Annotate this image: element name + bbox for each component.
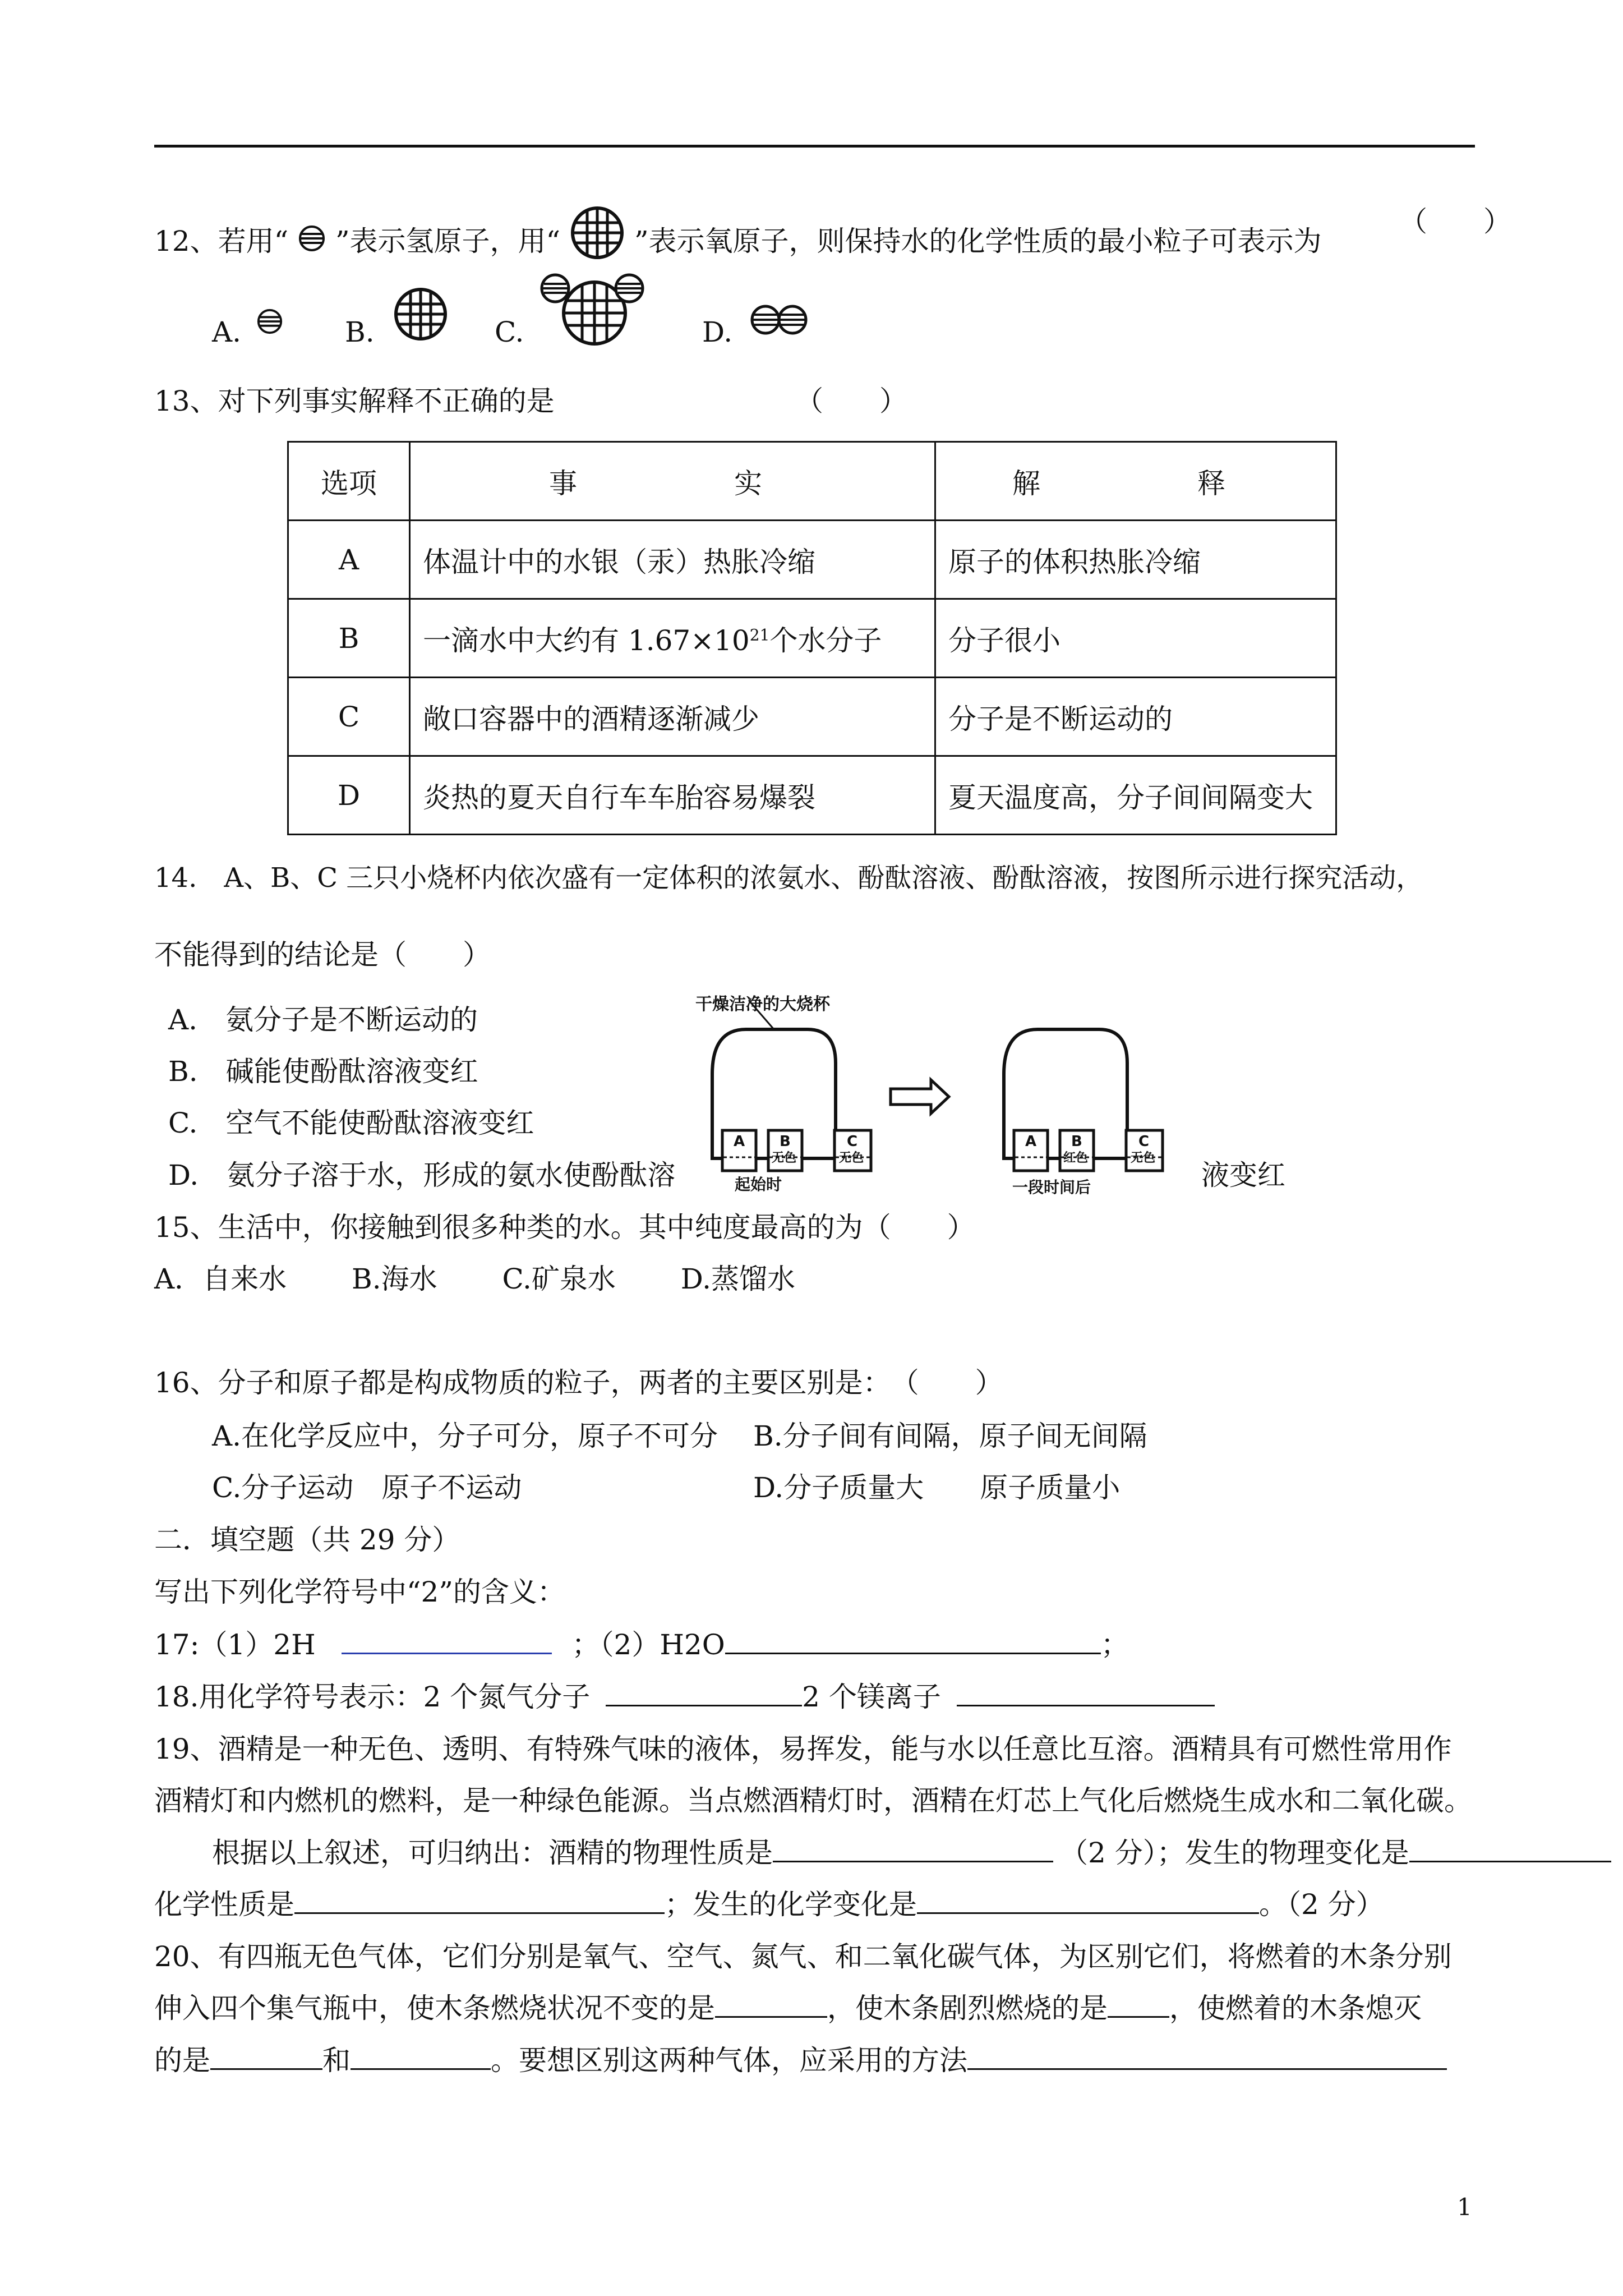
figure-beaker-b-colorless: 无色 [772,1151,797,1165]
figure-beaker-a-label: A [734,1133,745,1150]
q18-blank-1[interactable] [606,1699,802,1706]
q19-line3 [212,1836,1611,1870]
q14-stem: 14. A、B、C 三只小烧杯内依次盛有一定体积的浓氨水、酚酞溶液、酚酞溶液，按图所示进行探究活动， [154,862,1423,894]
table-row [288,599,1336,678]
figure-later-beaker-c-label: C [1138,1133,1150,1150]
q12-option-d-hydrogen-molecule-icon [749,303,810,337]
figure-later-caption: 一段时间后 [1012,1178,1091,1197]
q19-line4 [154,1888,1384,1921]
q19-line3-part1: 根据以上叙述，可归纳出：酒精的物理性质是 [212,1837,773,1869]
row-option: B [288,599,410,678]
q19-blank-physical-change[interactable] [1409,1855,1611,1862]
q19-line4-part3: 。（2 分） [1259,1888,1384,1921]
q19-line1: 19、酒精是一种无色、透明、有特殊气味的液体，易挥发，能与水以任意比互溶。酒精具有可燃性常用作 [154,1733,1452,1765]
q12-option-a-hydrogen-icon [256,307,284,335]
q20-line3-part3: 。要想区别这两种气体，应采用的方法 [491,2044,967,2077]
q16-option-b: B.分子间有间隔，原子间无间隔 [753,1420,1147,1452]
q12-stem-part3: ”表示氧原子，则保持水的化学性质的最小粒子可表示为 [634,225,1322,257]
q20-line2-part3: ，使燃着的木条熄灭 [1169,1992,1422,2024]
q19-blank-chemical-change[interactable] [917,1907,1259,1914]
q20-line3-part1: 的是 [154,2044,210,2077]
q18-part1: 18.用化学符号表示：2 个氮气分子 [154,1681,591,1713]
figure-later-beaker-b-red: 红色 [1063,1151,1089,1165]
row-fact [410,599,935,678]
row-fact-text: 一滴水中大约有 1.67×10 [423,624,750,657]
figure-beaker-c-label: C [847,1133,858,1150]
q19-blank-chemical-property[interactable] [294,1907,665,1914]
figure-later-beaker-b-label: B [1071,1133,1082,1150]
q20-blank-extinguish-1[interactable] [210,2063,322,2070]
section-intro: 写出下列化学符号中“2”的含义： [154,1576,565,1608]
q20-line2 [154,1991,1422,2025]
hydrogen-atom-icon [297,224,326,253]
q17-part3: ； [1100,1628,1129,1661]
q16-option-c: C.分子运动 原子不运动 [212,1471,522,1504]
q20-line3-part2: 和 [322,2044,351,2077]
q19-line4-part2: ；发生的化学变化是 [665,1888,917,1921]
q20-line3 [154,2044,1447,2077]
q19-line2: 酒精灯和内燃机的燃料，是一种绿色能源。当点燃酒精灯时，酒精在灯芯上气化后燃烧生成水和二氧化碳。 [154,1784,1472,1817]
page-number: 1 [1457,2193,1472,2221]
q20-line2-part2: ，使木条剧烈燃烧的是 [827,1992,1108,2024]
row-fact: 敞口容器中的酒精逐渐减少 [410,678,935,756]
q12-option-c-label: C. [495,316,524,348]
row-fact: 炎热的夏天自行车车胎容易爆裂 [410,756,935,835]
q19-line4-part1: 化学性质是 [154,1888,294,1921]
q17-part1: 17:（1）2H [154,1628,316,1661]
q13-facts-table [287,441,1337,835]
q14-option-d-tail: 液变红 [1201,1159,1285,1191]
table-row [288,521,1336,599]
header-option: 选项 [288,442,410,521]
q14-option-c: C. 空气不能使酚酞溶液变红 [168,1107,534,1139]
header-explanation: 解 释 [935,442,1336,521]
q20-blank-extinguish-2[interactable] [351,2063,491,2070]
figure-later-beaker-c-colorless: 无色 [1131,1151,1156,1165]
q12-stem-part1: 12、若用“ [154,225,289,257]
figure-beaker-b-label: B [780,1133,791,1150]
figure-start-caption: 起始时 [735,1175,782,1194]
q14-option-a: A. 氨分子是不断运动的 [168,1004,478,1036]
q12-option-a-label: A. [212,316,242,348]
q14-option-d: D. 氨分子溶于水，形成的氨水使酚酞溶 [168,1159,676,1191]
q14-figure [690,990,1195,1203]
q20-blank-unchanged[interactable] [715,2010,827,2018]
q17-line [154,1628,1129,1662]
figure-beaker-c-colorless: 无色 [839,1151,864,1165]
header-fact: 事 实 [410,442,935,521]
row-fact-text-end: 个水分子 [769,624,882,657]
table-row [288,678,1336,756]
q13-stem: 13、对下列事实解释不正确的是 [154,385,555,417]
row-explanation: 夏天温度高，分子间间隔变大 [935,756,1336,835]
q12-option-d-label: D. [702,316,733,348]
header-rule [154,145,1475,148]
q14-option-b: B. 碱能使酚酞溶液变红 [168,1055,478,1088]
q16-option-d: D.分子质量大 原子质量小 [753,1471,1121,1504]
q12-stem-part2: ”表示氢原子，用“ [335,225,561,257]
row-option: C [288,678,410,756]
q19-line3-part2: （2 分）；发生的物理变化是 [1060,1837,1409,1869]
q17-blank-2[interactable] [725,1647,1101,1654]
q18-line [154,1680,1215,1714]
row-fact: 体温计中的水银（汞）热胀冷缩 [410,521,935,599]
q18-blank-2[interactable] [957,1699,1215,1706]
q14-stem-line2: 不能得到的结论是（ ） [154,938,491,971]
figure-later-beaker-a-label: A [1025,1133,1037,1150]
oxygen-atom-icon [569,205,625,261]
q15-stem: 15、生活中，你接触到很多种类的水。其中纯度最高的为（ ） [154,1211,975,1244]
q20-blank-burns-vigorously[interactable] [1108,2010,1169,2018]
q12-option-b-label: B. [345,316,375,348]
row-explanation: 分子很小 [935,599,1336,678]
q16-stem: 16、分子和原子都是构成物质的粒子，两者的主要区别是： （ ） [154,1366,1003,1399]
row-explanation: 原子的体积热胀冷缩 [935,521,1336,599]
q20-line2-part1: 伸入四个集气瓶中，使木条燃烧状况不变的是 [154,1992,715,2024]
q12-answer-paren: （ ） [1399,205,1511,238]
row-fact-exponent: 21 [749,625,770,644]
section-title-fill-in: 二．填空题（共 29 分） [154,1524,460,1556]
row-option: D [288,756,410,835]
table-row [288,756,1336,835]
row-option: A [288,521,410,599]
table-header-row [288,442,1336,521]
q16-option-a: A.在化学反应中，分子可分，原子不可分 [212,1420,718,1452]
q17-part2: ；（2）H2O [571,1628,725,1661]
q12-option-c-water-molecule-icon [538,269,645,348]
figure-big-beaker-label: 干燥洁净的大烧杯 [695,995,830,1014]
q12-option-b-oxygen-icon [393,286,449,342]
q20-line1: 20、有四瓶无色气体，它们分别是氧气、空气、氮气、和二氧化碳气体，为区别它们，将燃着的木条分别 [154,1940,1452,1973]
q12-stem [154,205,1322,261]
q18-part2: 2 个镁离子 [802,1681,941,1713]
q13-answer-paren: （ ） [795,385,907,417]
q17-blank-1[interactable] [342,1647,552,1654]
row-explanation: 分子是不断运动的 [935,678,1336,756]
q19-blank-physical-property[interactable] [773,1855,1053,1862]
q15-options: A．自来水 B.海水 C.矿泉水 D.蒸馏水 [154,1263,795,1295]
q20-blank-method[interactable] [967,2063,1447,2070]
